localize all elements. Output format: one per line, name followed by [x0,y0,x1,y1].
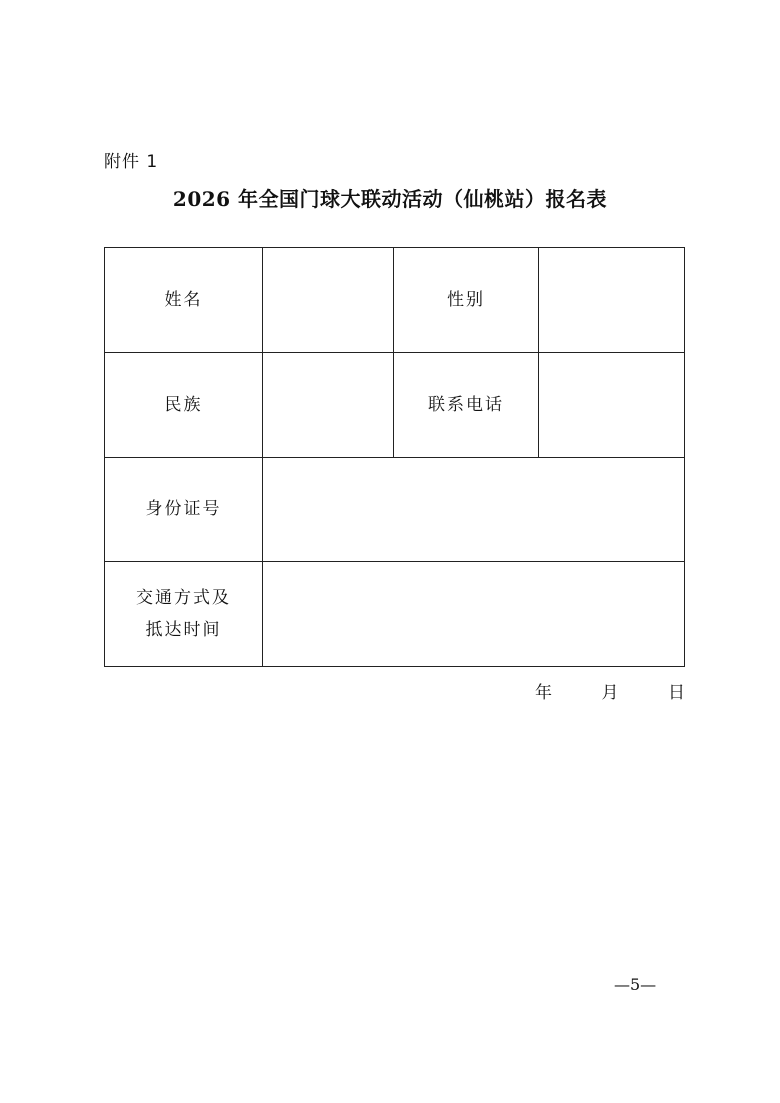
transport-arrival-field[interactable] [263,562,685,667]
attachment-label: 附件 1 [104,152,159,172]
transport-arrival-label [105,562,263,667]
gender-label: 性别 [394,248,539,353]
id-number-label: 身份证号 [105,457,263,562]
name-field[interactable] [263,248,394,353]
table-row [105,562,685,667]
table-row [105,457,685,562]
date-day-label: 日 [668,683,685,703]
transport-label-line1: 交通方式及 [136,588,231,609]
transport-label-line2: 抵达时间 [145,620,222,641]
date-line [535,678,685,703]
id-number-field[interactable] [263,457,685,562]
gender-field[interactable] [539,248,685,353]
date-month-label: 月 [601,683,619,703]
name-label: 姓名 [105,248,263,353]
page-number: —5— [614,975,657,994]
table-row [105,248,685,353]
registration-form-table [104,247,685,667]
form-title: 2026 年全国门球大联动活动（仙桃站）报名表 [172,187,608,211]
table-row [105,352,685,457]
date-year-label: 年 [535,683,552,703]
ethnicity-label: 民族 [105,352,263,457]
ethnicity-field[interactable] [263,352,394,457]
phone-field[interactable] [539,352,685,457]
phone-label: 联系电话 [394,352,539,457]
